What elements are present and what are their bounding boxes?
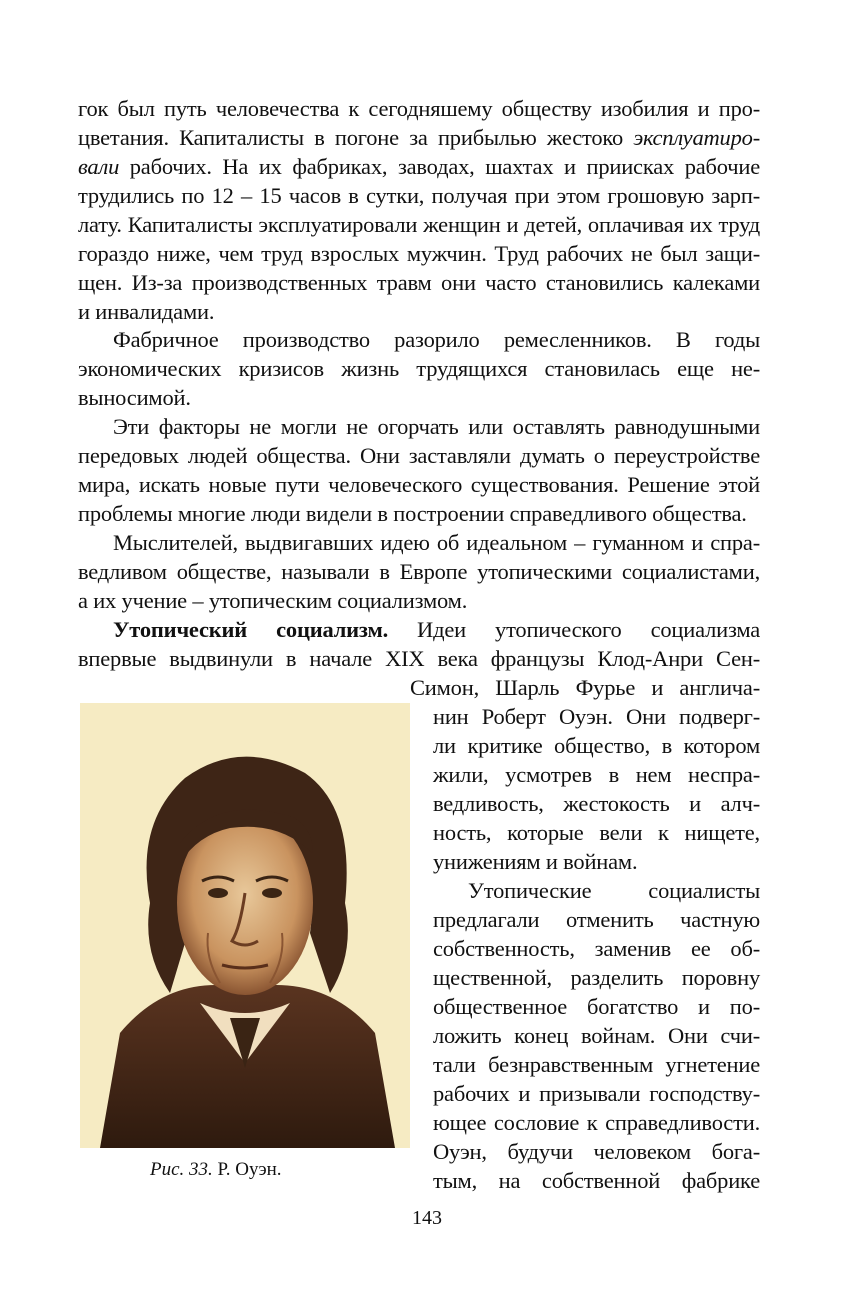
text-line: вали рабочих. На их фабриках, заводах, шахтах и приисках рабочие xyxy=(78,154,760,179)
italic-term: вали xyxy=(78,154,120,179)
text-line: ющее сословие к справедливости. xyxy=(433,1110,760,1135)
text-line: Эти факторы не могли не огорчать или оставлять равнодушными xyxy=(113,414,760,439)
text-line: цветания. Капиталисты в погоне за прибылью жестоко эксплуатиро- xyxy=(78,125,760,150)
text-line: жили, усмотрев в нем неспра- xyxy=(433,762,760,787)
page-number: 143 xyxy=(412,1207,442,1229)
text-line: Утопический социализм. Идеи утопического социализма xyxy=(113,617,760,642)
text-line: тали безнравственным угнетение xyxy=(433,1052,760,1077)
text-line: гок был путь человечества к сегодняшему обществу изобилия и про- xyxy=(78,96,760,121)
text-line: ложить конец войнам. Они счи- xyxy=(433,1023,760,1048)
text-line: ведливом обществе, называли в Европе утопическими социалистами, xyxy=(78,559,760,584)
text-line: проблемы многие люди видели в построении справедливого общества. xyxy=(78,501,747,526)
text-line: ли критике общество, в котором xyxy=(433,733,760,758)
text-line: выносимой. xyxy=(78,385,191,410)
portrait-figure xyxy=(80,703,410,1148)
figure-caption: Рис. 33. Р. Оуэн. xyxy=(150,1159,282,1180)
text-line: рабочих и призывали господству- xyxy=(433,1081,760,1106)
text-line: впервые выдвинули в начале XIX века французы Клод-Анри Сен- xyxy=(78,646,760,671)
text-line: Симон, Шарль Фурье и англича- xyxy=(410,675,760,700)
italic-term: эксплуатиро- xyxy=(633,125,760,150)
text-line: трудились по 12 – 15 часов в сутки, получая при этом грошовую зарп- xyxy=(78,183,760,208)
portrait-illustration xyxy=(80,703,410,1148)
text-line: экономических кризисов жизнь трудящихся становилась еще не- xyxy=(78,356,760,381)
text-line: и инвалидами. xyxy=(78,299,215,324)
text-line: ведливость, жестокость и алч- xyxy=(433,791,760,816)
text-line: Фабричное производство разорило ремесленников. В годы xyxy=(113,327,760,352)
text-line: мира, искать новые пути человеческого существования. Решение этой xyxy=(78,472,760,497)
section-heading: Утопический социализм. xyxy=(113,617,388,642)
text-line: передовых людей общества. Они заставляли думать о переустройстве xyxy=(78,443,760,468)
text-line: тым, на собственной фабрике xyxy=(433,1168,760,1193)
text-line: предлагали отменить частную xyxy=(433,907,760,932)
text-line: а их учение – утопическим социализмом. xyxy=(78,588,468,613)
text-line: щественной, разделить поровну xyxy=(433,965,760,990)
text-line: общественное богатство и по- xyxy=(433,994,760,1019)
text-line: щен. Из-за производственных травм они часто становились калеками xyxy=(78,270,760,295)
text-line: ность, которые вели к нищете, xyxy=(433,820,760,845)
text-line: унижениям и войнам. xyxy=(433,849,638,874)
text-line: гораздо ниже, чем труд взрослых мужчин. Труд рабочих не был защи- xyxy=(78,241,760,266)
text-line: нин Роберт Оуэн. Они подверг- xyxy=(433,704,760,729)
text-line: Оуэн, будучи человеком бога- xyxy=(433,1139,760,1164)
text-line: Мыслителей, выдвигавших идею об идеальном – гуманном и спра- xyxy=(113,530,760,555)
text-line: лату. Капиталисты эксплуатировали женщин и детей, оплачивая их труд xyxy=(78,212,760,237)
text-line: Утопические социалисты xyxy=(468,878,760,903)
text-line: собственность, заменив ее об- xyxy=(433,936,760,961)
